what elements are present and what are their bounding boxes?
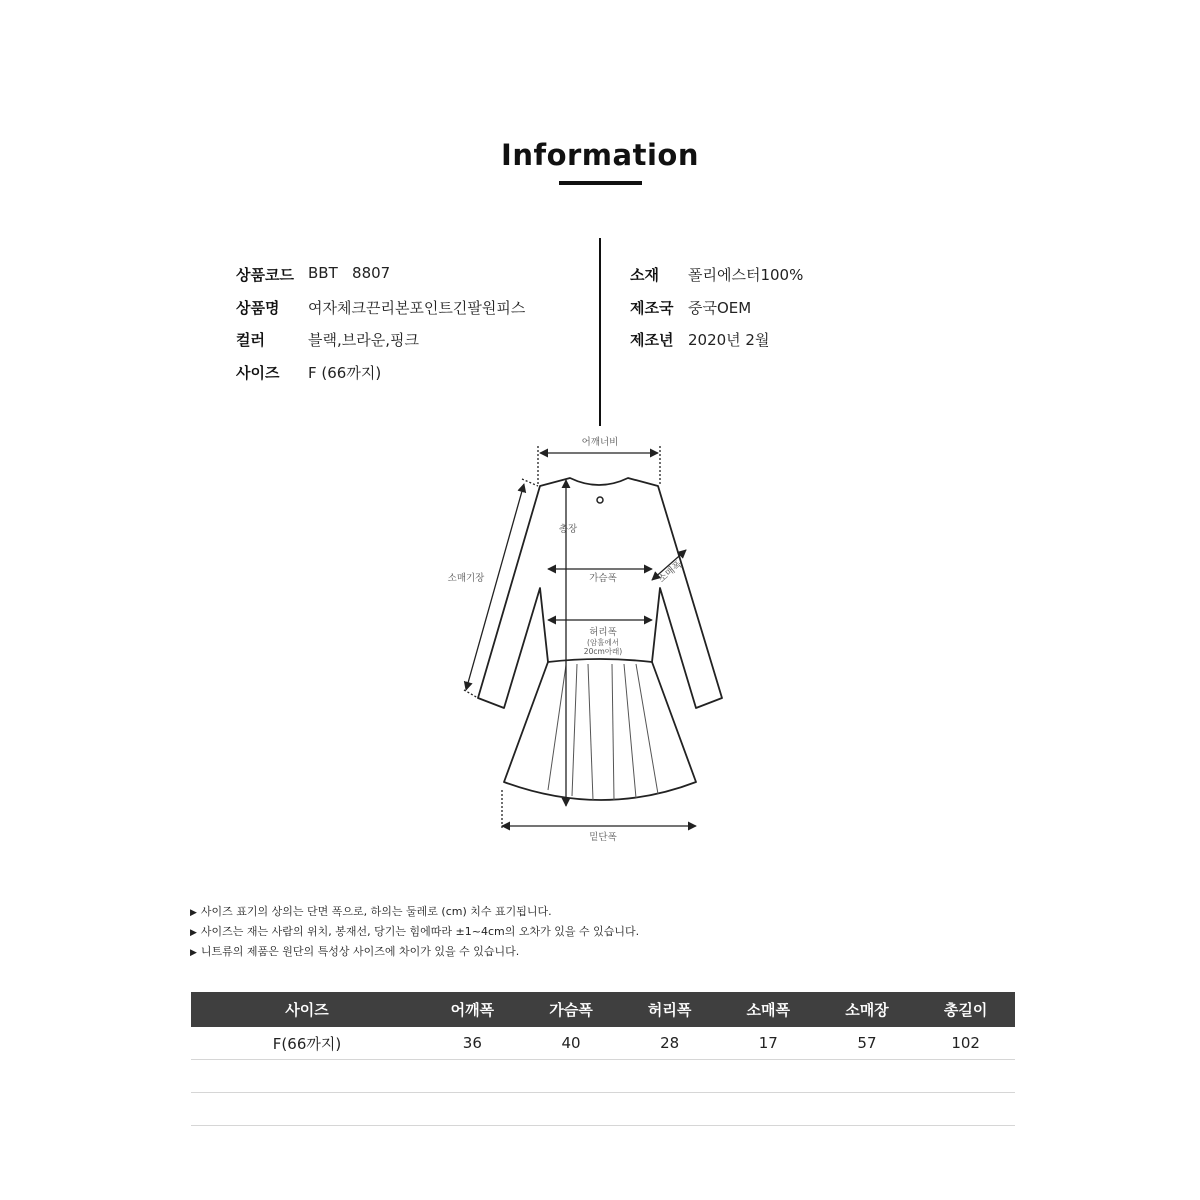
- label-waist-note-2: 20cm아래): [583, 647, 623, 656]
- header-size: 사이즈: [191, 992, 423, 1027]
- info-label: 컬러: [236, 331, 265, 349]
- cell-sleeve-length: 57: [818, 1027, 917, 1060]
- header-chest: 가슴폭: [522, 992, 621, 1027]
- cell-size: F(66까지): [191, 1027, 423, 1060]
- info-label: 제조국: [630, 298, 674, 317]
- table-row-empty: [191, 1060, 1015, 1093]
- triangle-bullet-icon: ▶: [190, 948, 197, 958]
- info-label: 상품코드: [236, 266, 294, 284]
- label-waist-note-1: (암홀에서: [587, 638, 619, 647]
- measure-lines: [464, 446, 696, 830]
- size-notes: [190, 902, 639, 962]
- label-length: 총장: [558, 524, 578, 535]
- cell-sleeve-width: 17: [719, 1027, 818, 1060]
- note-item: ▶ 니트류의 제품은 원단의 특성상 사이즈에 차이가 있을 수 있습니다.: [190, 942, 639, 962]
- info-label: 상품명: [236, 298, 280, 317]
- triangle-bullet-icon: ▶: [190, 928, 197, 938]
- header-shoulder: 어깨폭: [423, 992, 522, 1027]
- label-waist: 허리폭: [589, 627, 617, 638]
- triangle-bullet-icon: ▶: [190, 908, 197, 918]
- label-hem: 밑단폭: [589, 832, 617, 843]
- info-value: BBT 8807: [308, 264, 391, 282]
- cell-shoulder: 36: [423, 1027, 522, 1060]
- label-sleeve-width: 소매폭: [656, 559, 685, 586]
- header-waist: 허리폭: [620, 992, 719, 1027]
- info-value: 2020년 2월: [688, 331, 770, 349]
- button-icon: [597, 497, 603, 503]
- info-value: 여자체크끈리본포인트긴팔원피스: [308, 298, 526, 317]
- cell-total-length: 102: [916, 1027, 1015, 1060]
- size-table: [191, 992, 1015, 1126]
- size-table-header: [191, 992, 1015, 1027]
- label-shoulder: 어깨너비: [581, 437, 619, 448]
- info-label: 사이즈: [236, 363, 280, 382]
- note-item: ▶ 사이즈 표기의 상의는 단면 폭으로, 하의는 둘레로 (cm) 치수 표기됩니다.: [190, 902, 639, 922]
- info-value: F (66까지): [308, 363, 382, 382]
- info-value: 폴리에스터100%: [688, 266, 804, 284]
- cell-chest: 40: [522, 1027, 621, 1060]
- label-chest: 가슴폭: [589, 573, 617, 584]
- table-row-empty: [191, 1093, 1015, 1126]
- header-sleeve-width: 소매폭: [719, 992, 818, 1027]
- info-value: 블랙,브라운,핑크: [308, 331, 419, 349]
- pleat-lines: [548, 664, 658, 800]
- cell-waist: 28: [620, 1027, 719, 1060]
- note-item: ▶ 사이즈는 재는 사람의 위치, 봉재선, 당기는 힘에따라 ±1~4cm의 오차가 있을 수 있습니다.: [190, 922, 639, 942]
- header-total-length: 총길이: [916, 992, 1015, 1027]
- header-sleeve-length: 소매장: [818, 992, 917, 1027]
- info-value: 중국OEM: [688, 298, 752, 317]
- page-title: Information: [501, 138, 699, 172]
- info-label: 제조년: [630, 331, 674, 349]
- table-row: [191, 1027, 1015, 1060]
- label-sleeve-length: 소매기장: [447, 573, 485, 584]
- info-label: 소재: [630, 266, 659, 284]
